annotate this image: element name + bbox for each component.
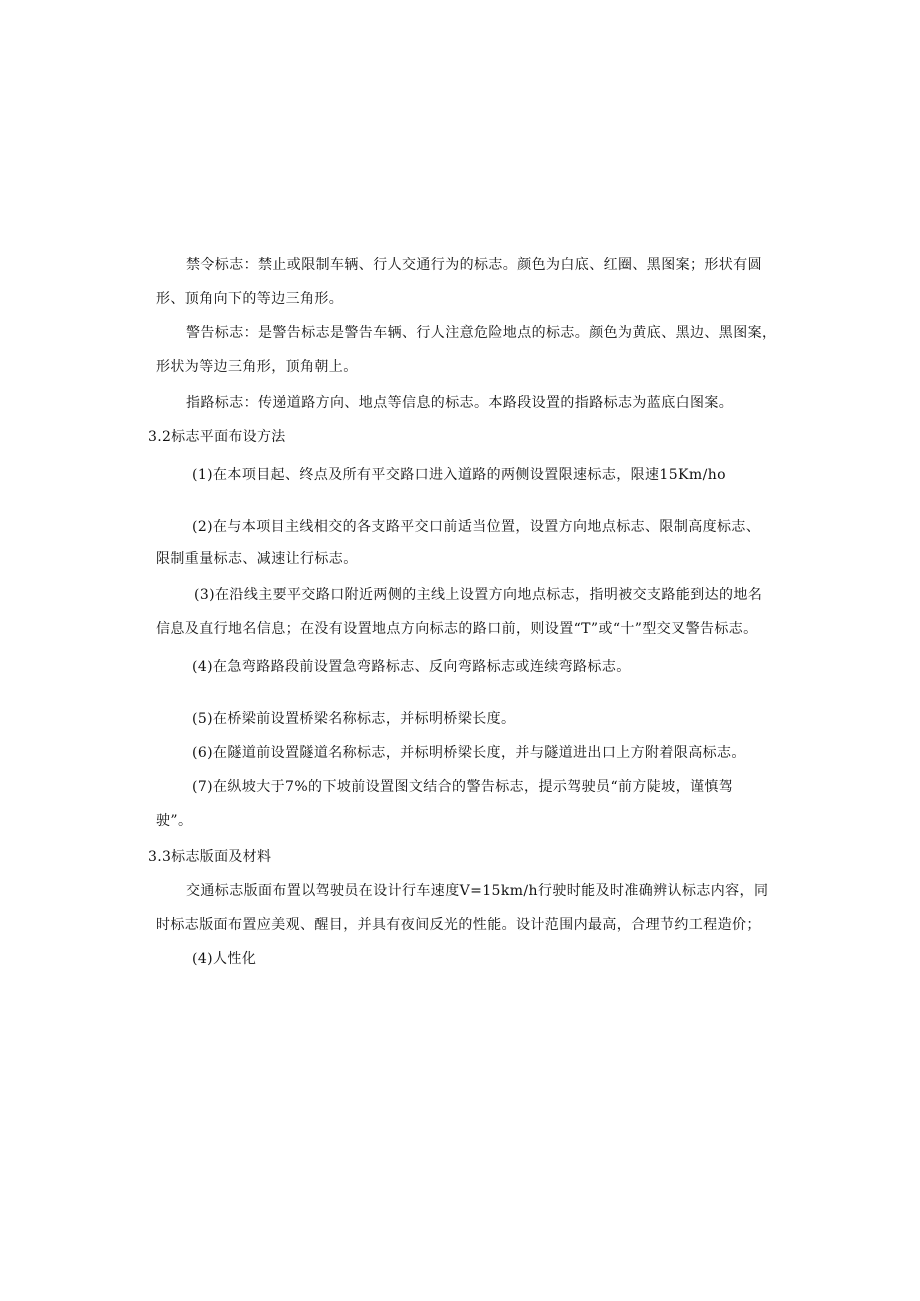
list-item-3-line-1: (3)在沿线主要平交路口附近两侧的主线上设置方向地点标志，指明被交支路能到达的地名 <box>194 587 763 603</box>
prohibition-sign-paragraph-line-2: 形、顶角向下的等边三角形。 <box>156 291 344 307</box>
list-item-3-line-2: 信息及直行地名信息；在没有设置地点方向标志的路口前，则设置“T”或“十”型交叉警告标志。 <box>156 621 758 637</box>
list-item-2-line-1: (2)在与本项目主线相交的各支路平交口前适当位置，设置方向地点标志、限制高度标志、 <box>192 519 761 535</box>
layout-paragraph-line-2: 时标志版面布置应美观、醒目，并具有夜间反光的性能。设计范围内最高，合理节约工程造价； <box>156 917 761 933</box>
prohibition-sign-paragraph-line-1: 禁令标志：禁止或限制车辆、行人交通行为的标志。颜色为白底、红圈、黑图案；形状有圆 <box>186 257 762 273</box>
warning-sign-paragraph-line-2: 形状为等边三角形，顶角朝上。 <box>156 359 358 375</box>
list-item-5: (5)在桥梁前设置桥梁名称标志，并标明桥梁长度。 <box>192 711 516 727</box>
list-item-2-line-2: 限制重量标志、减速让行标志。 <box>156 551 358 567</box>
list-item-1: (1)在本项目起、终点及所有平交路口进入道路的两侧设置限速标志，限速15Km∕ho <box>192 467 726 483</box>
list-item-7-line-2: 驶”。 <box>156 813 193 829</box>
section-heading-3-2: 3.2标志平面布设方法 <box>148 429 286 445</box>
list-item-6: (6)在隧道前设置隧道名称标志，并标明桥梁长度，并与隧道进出口上方附着限高标志。 <box>192 745 746 761</box>
warning-sign-paragraph-line-1: 警告标志：是警告标志是警告车辆、行人注意危险地点的标志。颜色为黄底、黑边、黑图案， <box>186 325 777 341</box>
list-item-4: (4)在急弯路路段前设置急弯路标志、反向弯路标志或连续弯路标志。 <box>192 659 631 675</box>
list-item-7-line-1: (7)在纵坡大于7%的下坡前设置图文结合的警告标志，提示驾驶员“前方陡坡，谨慎驾 <box>192 779 734 795</box>
section-heading-3-3: 3.3标志版面及材料 <box>148 849 272 865</box>
layout-paragraph-line-1: 交通标志版面布置以驾驶员在设计行车速度V=15km∕h行驶时能及时准确辨认标志内容，同 <box>186 883 769 899</box>
list-item-humanize: (4)人性化 <box>192 951 257 967</box>
guide-sign-paragraph: 指路标志：传递道路方向、地点等信息的标志。本路段设置的指路标志为蓝底白图案。 <box>186 395 734 411</box>
